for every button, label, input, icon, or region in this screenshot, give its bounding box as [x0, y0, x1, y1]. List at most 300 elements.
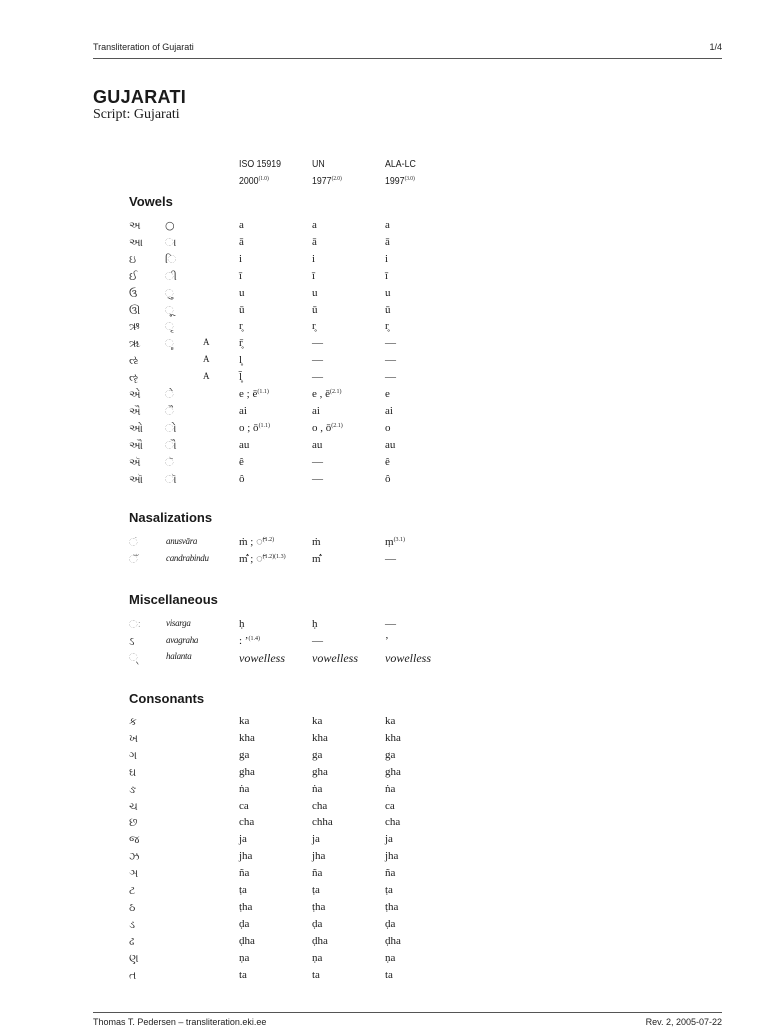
iso-value — [239, 270, 242, 282]
un-value-value: ā — [312, 235, 317, 248]
vowel-sign: ો — [165, 421, 177, 435]
ala-lc-value — [385, 816, 400, 828]
gujarati-letter: ૠ — [129, 337, 141, 351]
iso-value — [239, 952, 249, 964]
iso-value — [239, 287, 245, 299]
table-row — [0, 635, 768, 652]
ala-lc-value — [385, 884, 393, 896]
gujarati-letter: ઞ — [129, 867, 139, 881]
iso-value — [239, 635, 260, 647]
gujarati-letter: ઙ — [129, 782, 137, 796]
iso-value-value: ṅa — [239, 782, 250, 795]
table-row — [0, 816, 768, 833]
header-title: Transliteration of Gujarati — [93, 42, 194, 52]
ala-lc-value — [385, 749, 395, 761]
gujarati-letter: ્ — [129, 651, 138, 664]
table-row — [0, 766, 768, 783]
table-row — [0, 749, 768, 766]
un-value-value: ḍha — [312, 934, 328, 947]
ala-lc-value — [385, 439, 395, 451]
un-value-value: gha — [312, 765, 328, 778]
un-value — [312, 816, 333, 828]
un-value — [312, 850, 325, 862]
iso-value — [239, 766, 255, 778]
iso-value-value: ô — [239, 472, 245, 485]
ala-lc-value — [385, 371, 396, 383]
column-header-ref: (3.0) — [404, 176, 415, 182]
un-value-value: — — [312, 371, 323, 384]
ala-lc-value-value: ā — [385, 235, 390, 248]
un-value — [312, 553, 321, 565]
un-value — [312, 473, 323, 485]
section-heading-consonants: Consonants — [129, 691, 205, 706]
un-value — [312, 732, 328, 744]
vowel-sign: ા — [165, 235, 177, 249]
iso-value — [239, 732, 255, 744]
iso-value-value: i — [239, 252, 243, 265]
ala-lc-value — [385, 635, 389, 647]
ala-lc-value-value: ca — [385, 799, 395, 812]
un-value-value: ḥ — [312, 618, 318, 630]
un-value-value: e , ē — [312, 388, 331, 400]
un-value — [312, 270, 315, 282]
iso-value-value: ḥ — [239, 618, 245, 630]
un-value-value: — — [312, 455, 323, 468]
un-value — [312, 388, 342, 400]
table-row — [0, 850, 768, 867]
iso-value-value: l̥ — [239, 354, 243, 367]
iso-value — [239, 473, 245, 485]
vowel-sign: ે — [165, 388, 174, 401]
iso-value — [239, 456, 244, 468]
row-note: A — [203, 337, 210, 348]
ala-lc-value — [385, 783, 395, 795]
ala-lc-value-value: ô — [385, 472, 391, 485]
un-value-value: o , ō — [312, 421, 332, 434]
page-number: 1/4 — [709, 42, 722, 52]
section-heading-miscellaneous: Miscellaneous — [129, 592, 218, 607]
column-header-iso — [239, 158, 281, 189]
un-value-ref: (2.1) — [330, 389, 342, 395]
iso-value-value: jha — [239, 850, 253, 863]
iso-value — [239, 816, 254, 828]
un-value-value: ña — [312, 867, 323, 880]
ala-lc-value-value: gha — [385, 765, 401, 778]
un-value-value: vowelless — [312, 651, 358, 665]
ala-lc-value-ref: (3.1) — [393, 537, 406, 543]
ala-lc-value — [385, 766, 401, 778]
vowel-sign: િ — [165, 252, 177, 266]
un-value-value: — — [312, 634, 323, 647]
column-header-year: 1977 — [312, 176, 332, 187]
ala-lc-value-value: ê — [385, 455, 390, 468]
gujarati-letter: જ — [129, 833, 140, 847]
ala-lc-value — [385, 388, 390, 400]
un-value-value: kha — [312, 731, 328, 744]
ala-lc-value — [385, 800, 395, 812]
row-note: A — [203, 354, 210, 365]
ala-lc-value — [385, 456, 390, 468]
table-row — [0, 833, 768, 850]
iso-value — [239, 439, 249, 451]
ala-lc-value-value: o — [385, 421, 391, 434]
ala-lc-value-value: ṅa — [385, 782, 396, 795]
table-row — [0, 320, 768, 337]
ala-lc-value-value: ga — [385, 748, 396, 761]
gujarati-letter: ઋ — [129, 320, 140, 334]
iso-value-value: ca — [239, 799, 249, 812]
column-header-ref: (1.0) — [258, 176, 269, 182]
un-value — [312, 635, 323, 647]
ala-lc-value-value: ī — [385, 269, 389, 282]
un-value-value: a — [312, 219, 317, 231]
ala-lc-value — [385, 715, 395, 727]
footer-rule — [93, 1012, 722, 1013]
ala-lc-value-value: ṃ — [385, 536, 394, 548]
sign-name: visarga — [166, 618, 191, 628]
table-row — [0, 651, 768, 668]
iso-value — [239, 935, 255, 947]
ala-lc-value — [385, 901, 398, 913]
un-value — [312, 935, 328, 947]
table-row — [0, 952, 768, 969]
un-value-value: ṇa — [312, 951, 323, 964]
un-value-value: ḍa — [312, 917, 323, 930]
iso-value — [239, 901, 252, 913]
gujarati-letter: ઁ — [129, 552, 138, 566]
iso-value — [239, 253, 242, 265]
iso-value — [239, 884, 247, 896]
un-value — [312, 884, 320, 896]
iso-value-value: ṇa — [239, 951, 250, 964]
ala-lc-value — [385, 405, 393, 417]
ala-lc-value-value: ḍa — [385, 917, 396, 930]
iso-value — [239, 850, 252, 862]
un-value-value: ka — [312, 715, 323, 727]
iso-value — [239, 320, 243, 332]
ala-lc-value-value: ka — [385, 715, 396, 727]
un-value — [312, 833, 320, 845]
iso-value — [239, 783, 249, 795]
gujarati-letter: ડ — [129, 917, 136, 931]
un-value-value: cha — [312, 799, 328, 812]
iso-value — [239, 337, 243, 349]
vowel-sign: ૃ — [165, 320, 174, 334]
ala-lc-value-value: ai — [385, 404, 393, 417]
un-value-value: — — [312, 472, 323, 485]
section-heading-nasalizations: Nasalizations — [129, 510, 213, 525]
un-value — [312, 371, 323, 383]
ala-lc-value-value: ṭa — [385, 884, 393, 896]
un-value-value: u — [312, 286, 318, 299]
iso-value-value: o ; ō — [239, 421, 259, 434]
gujarati-letter: ૡ — [129, 371, 139, 385]
table-row — [0, 456, 768, 473]
un-value-ref: (2.1) — [331, 422, 343, 429]
gujarati-letter: ઠ — [129, 900, 136, 914]
un-value — [312, 749, 322, 761]
ala-lc-value — [385, 253, 388, 265]
un-value — [312, 715, 322, 727]
un-value-value: — — [312, 354, 323, 367]
iso-value-ref: (1.4) — [248, 635, 260, 642]
ala-lc-value-value: u — [385, 286, 391, 299]
un-value — [312, 439, 322, 451]
iso-value-value: kha — [239, 731, 255, 744]
gujarati-letter: અ — [129, 219, 141, 232]
ala-lc-value-value: ja — [385, 833, 393, 846]
ala-lc-value-value: au — [385, 438, 396, 451]
iso-value-value: : ’ — [239, 634, 249, 647]
iso-value — [239, 918, 249, 930]
un-value — [312, 969, 320, 981]
ala-lc-value — [385, 867, 395, 879]
ala-lc-value-value: vowelless — [385, 651, 431, 665]
un-value-value: chha — [312, 816, 333, 829]
iso-value-ref: (1.2) — [262, 537, 275, 543]
sign-name: halanta — [166, 651, 192, 661]
ala-lc-value — [385, 553, 396, 565]
iso-value-value: cha — [239, 816, 255, 829]
table-row — [0, 732, 768, 749]
ala-lc-value-value: — — [385, 354, 396, 367]
un-value — [312, 918, 322, 930]
ala-lc-value-value: ta — [385, 968, 393, 981]
ala-lc-value-value: ṭha — [385, 900, 399, 913]
gujarati-letter: ખ — [129, 731, 139, 745]
footer-author: Thomas T. Pedersen – transliteration.eki.ee — [93, 1017, 267, 1027]
un-value-value: jha — [312, 850, 326, 863]
gujarati-letter: ઃ — [129, 618, 141, 631]
un-value-value: ja — [312, 833, 320, 846]
iso-value — [239, 969, 247, 981]
iso-value — [239, 618, 245, 630]
iso-value — [239, 536, 274, 548]
table-row — [0, 388, 768, 405]
gujarati-letter: આ — [129, 235, 143, 249]
column-header-name: ISO 15919 — [239, 159, 282, 170]
un-value-value: ṅa — [312, 782, 323, 795]
gujarati-letter: ઢ — [129, 934, 135, 948]
gujarati-letter: ઈ — [129, 269, 138, 283]
iso-value-value: ai — [239, 404, 247, 417]
gujarati-letter: ઍ — [129, 455, 141, 469]
table-row — [0, 253, 768, 270]
gujarati-letter: ઊ — [129, 303, 141, 317]
table-row — [0, 867, 768, 884]
un-value — [312, 287, 318, 299]
ala-lc-value — [385, 850, 398, 862]
ala-lc-value — [385, 422, 391, 434]
ala-lc-value — [385, 337, 396, 349]
column-header-ref: (2.0) — [331, 176, 342, 182]
iso-value — [239, 651, 285, 666]
ala-lc-value-value: cha — [385, 816, 401, 829]
ala-lc-value — [385, 536, 405, 548]
page-subtitle: Script: Gujarati — [93, 107, 180, 122]
ala-lc-value — [385, 354, 396, 366]
vowel-sign: ી — [165, 269, 177, 283]
table-row — [0, 304, 768, 321]
table-row — [0, 354, 768, 371]
header-rule — [93, 58, 722, 59]
table-row — [0, 715, 768, 732]
iso-value-value: ṁ ; ◌̃ — [239, 536, 263, 548]
un-value — [312, 952, 322, 964]
gujarati-letter: ઌ — [129, 354, 139, 368]
ala-lc-value — [385, 651, 431, 666]
gujarati-letter: ઐ — [129, 404, 141, 418]
iso-value-value: ū — [239, 303, 245, 316]
iso-value-ref: (1.1) — [257, 389, 269, 395]
table-row — [0, 371, 768, 388]
ala-lc-value — [385, 952, 395, 964]
ala-lc-value-value: ṇa — [385, 951, 396, 964]
section-heading-vowels: Vowels — [129, 194, 173, 209]
un-value-value: ū — [312, 303, 318, 316]
gujarati-letter: ઇ — [129, 252, 137, 266]
un-value — [312, 253, 315, 265]
ala-lc-value-value: — — [385, 618, 396, 630]
un-value — [312, 422, 343, 434]
gujarati-letter: ચ — [129, 799, 138, 813]
ala-lc-value-value: i — [385, 252, 389, 265]
gujarati-letter: ઔ — [129, 438, 143, 452]
table-row — [0, 337, 768, 354]
iso-value — [239, 867, 249, 879]
gujarati-letter: ઑ — [129, 472, 143, 486]
table-row — [0, 422, 768, 439]
vowel-sign: ૅ — [165, 455, 174, 469]
un-value-value: ī — [312, 269, 316, 282]
un-value — [312, 337, 323, 349]
table-row — [0, 553, 768, 570]
ala-lc-value-value: ’ — [385, 634, 389, 647]
ala-lc-value-value: ña — [385, 867, 396, 880]
vowel-sign: ૉ — [165, 472, 177, 486]
gujarati-letter: ગ — [129, 748, 138, 762]
table-row — [0, 236, 768, 253]
gujarati-letter: ક — [129, 715, 137, 728]
iso-value — [239, 371, 242, 383]
iso-value-value: ja — [239, 833, 247, 846]
un-value — [312, 783, 322, 795]
table-row — [0, 536, 768, 553]
table-row — [0, 219, 768, 236]
iso-value — [239, 388, 269, 400]
ala-lc-value-value: a — [385, 219, 390, 231]
column-header-year: 2000 — [239, 176, 259, 187]
ala-lc-value — [385, 287, 391, 299]
column-header-un — [312, 158, 342, 189]
iso-value-value: ṭha — [239, 900, 253, 913]
iso-value — [239, 553, 286, 565]
table-row — [0, 618, 768, 635]
un-value — [312, 867, 322, 879]
column-header-name: ALA-LC — [385, 159, 416, 170]
vowel-sign: ૌ — [165, 438, 177, 452]
gujarati-letter: ટ — [129, 884, 136, 897]
un-value — [312, 901, 325, 913]
iso-value-value: vowelless — [239, 651, 285, 665]
iso-value-value: ka — [239, 715, 250, 727]
iso-value-value: r̥ — [239, 320, 243, 333]
gujarati-letter: એ — [129, 388, 141, 401]
gujarati-letter: ઝ — [129, 850, 140, 864]
iso-value — [239, 800, 249, 812]
ala-lc-value-value: ḍha — [385, 934, 401, 947]
ala-lc-value-value: — — [385, 337, 396, 350]
ala-lc-value — [385, 969, 393, 981]
un-value — [312, 236, 317, 248]
column-header-year: 1997 — [385, 176, 405, 187]
iso-value-value: ña — [239, 867, 250, 880]
iso-value-value: m̐ ; ◌̃ — [239, 552, 263, 565]
un-value-value: ṁ — [312, 536, 321, 548]
iso-value-value: ta — [239, 968, 247, 981]
sign-name: avagraha — [166, 634, 199, 645]
ala-lc-value-value: r̥ — [385, 320, 389, 333]
table-row — [0, 969, 768, 986]
gujarati-letter: ં — [129, 536, 138, 549]
vowel-sign: ૄ — [165, 337, 174, 351]
vowel-sign: ૈ — [165, 404, 174, 418]
ala-lc-value — [385, 935, 401, 947]
ala-lc-value-value: e — [385, 388, 390, 400]
table-row — [0, 800, 768, 817]
ala-lc-value — [385, 618, 396, 630]
vowel-sign: ુ — [165, 286, 174, 300]
vowel-sign: ○ — [165, 219, 175, 232]
ala-lc-value-value: kha — [385, 731, 401, 744]
ala-lc-value — [385, 270, 388, 282]
ala-lc-value-value: jha — [385, 850, 399, 863]
iso-value — [239, 304, 245, 316]
page-title: GUJARATI — [93, 87, 187, 107]
iso-value-value: ê — [239, 455, 244, 468]
ala-lc-value — [385, 304, 391, 316]
gujarati-letter: ઘ — [129, 765, 137, 779]
iso-value-value: u — [239, 286, 245, 299]
sign-name: candrabindu — [166, 552, 209, 563]
table-row — [0, 287, 768, 304]
un-value-value: ta — [312, 968, 320, 981]
iso-value-value: ā — [239, 235, 244, 248]
un-value-value: ai — [312, 404, 320, 417]
gujarati-letter: ઽ — [129, 634, 135, 648]
column-header-ala-lc — [385, 158, 416, 189]
un-value — [312, 320, 316, 332]
table-row — [0, 884, 768, 901]
ala-lc-value — [385, 473, 391, 485]
table-row — [0, 473, 768, 490]
ala-lc-value — [385, 918, 395, 930]
un-value-value: m̐ — [312, 552, 321, 565]
column-header-name: UN — [312, 159, 325, 170]
un-value — [312, 304, 318, 316]
iso-value-value: au — [239, 438, 250, 451]
iso-value-value: a — [239, 219, 244, 231]
un-value-value: ga — [312, 748, 323, 761]
iso-value-value: ga — [239, 748, 250, 761]
un-value — [312, 618, 318, 630]
ala-lc-value — [385, 236, 390, 248]
ala-lc-value-value: ū — [385, 303, 391, 316]
iso-value — [239, 422, 270, 434]
iso-value — [239, 715, 249, 727]
table-row — [0, 439, 768, 456]
ala-lc-value-value: — — [385, 552, 396, 565]
